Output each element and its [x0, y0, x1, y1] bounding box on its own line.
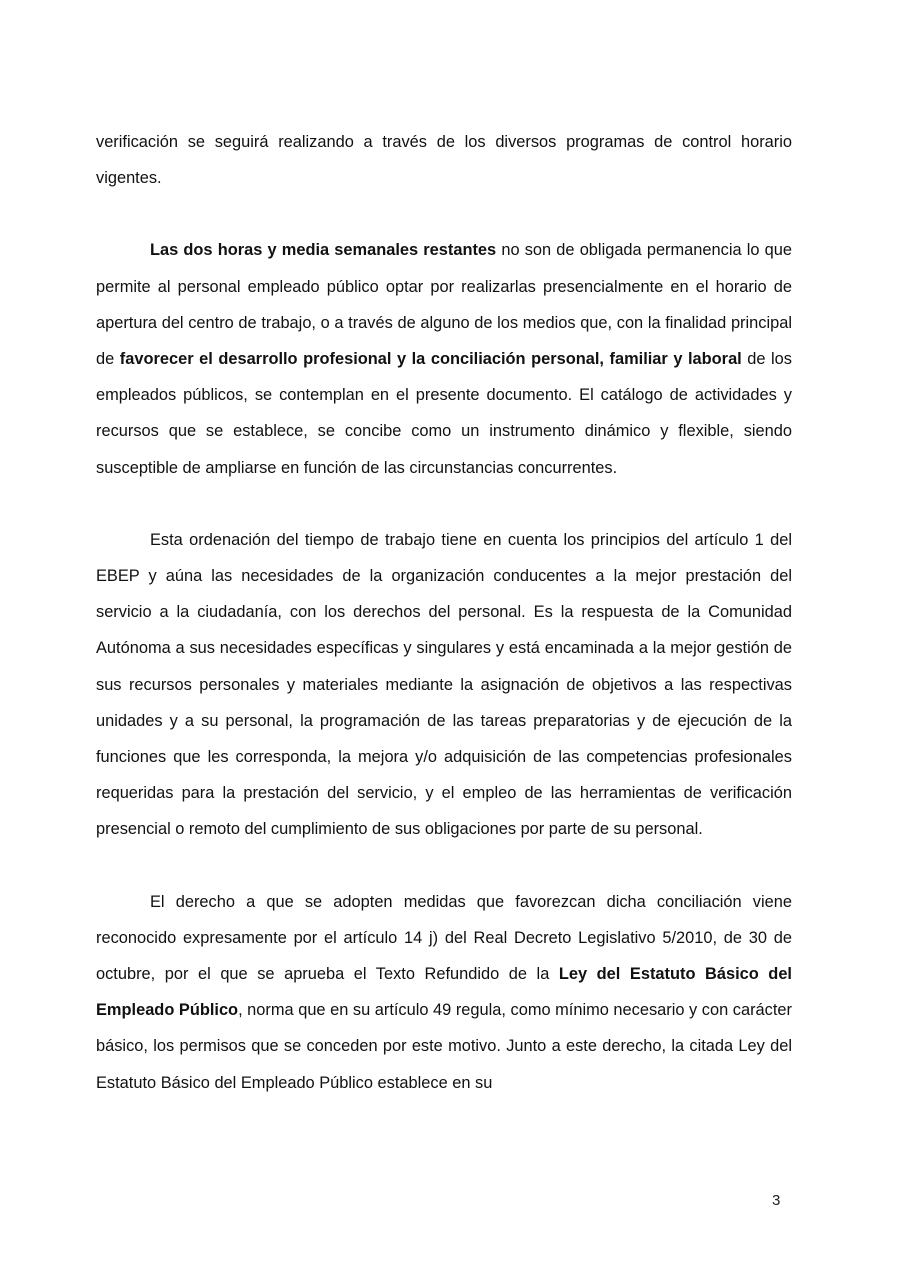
document-body — [96, 124, 792, 1101]
paragraph-3 — [96, 522, 792, 848]
paragraph-2-text-1: no son de obligada permanencia lo que permite al personal empleado público optar por realizarlas presencialmente en el horario de apertura del centro de trabajo, o a través de alguno de los medios que, con la finalidad principal de — [96, 241, 793, 369]
paragraph-4 — [96, 884, 792, 1101]
paragraph-gap — [96, 196, 792, 232]
page-number: 3 — [772, 1192, 781, 1209]
paragraph-1-text: verificación se seguirá realizando a través de los diversos programas de control horario vigentes. — [96, 133, 792, 188]
paragraph-gap — [96, 486, 792, 522]
paragraph-3-text: Esta ordenación del tiempo de trabajo tiene en cuenta los principios del artículo 1 del EBEP y aúna las necesidades de la organización conducentes a la mejor prestación del servicio a la ciudadanía, con los derechos del personal. Es la respuesta de la Comunidad Autónoma a sus necesidades específicas y singulares y está encaminada a la mejor gestión de sus recursos personales y materiales mediante la asignación de objetivos a las respectivas unidades y a su personal, la programación de las tareas preparatorias y de ejecución de la funciones que les corresponda, la mejora y/o adquisición de las competencias profesionales requeridas para la prestación del servicio, y el empleo de las herramientas de verificación presencial o remoto del cumplimiento de sus obligaciones por parte de su personal. — [96, 530, 792, 839]
paragraph-2-text-2: de los empleados públicos, se contemplan en el presente documento. El catálogo de actividades y recursos que se establece, se concibe como un instrumento dinámico y flexible, siendo susceptible de ampliarse en función de las circunstancias concurrentes. — [96, 350, 792, 477]
paragraph-4-text-2: , norma que en su artículo 49 regula, como mínimo necesario y con carácter básico, los permisos que se conceden por este motivo. Junto a este derecho, la citada Ley del Estatuto Básico del Empleado Público establece en su — [96, 1001, 792, 1092]
paragraph-2-bold-2: favorecer el desarrollo profesional y la conciliación personal, familiar y laboral — [119, 350, 742, 369]
paragraph-4-text-1: El derecho a que se adopten medidas que favorezcan dicha conciliación viene reconocido expresamente por el artículo 14 j) del Real Decreto Legislativo 5/2010, de 30 de octubre, por el que se aprueba el Texto Refundido de la — [96, 892, 792, 984]
paragraph-4-bold-1: Ley del Estatuto Básico del Empleado Público — [96, 965, 792, 1020]
paragraph-1 — [96, 124, 792, 196]
paragraph-gap — [96, 848, 792, 884]
paragraph-2 — [96, 232, 792, 485]
paragraph-2-bold-1: Las dos horas y media semanales restantes — [150, 241, 497, 260]
